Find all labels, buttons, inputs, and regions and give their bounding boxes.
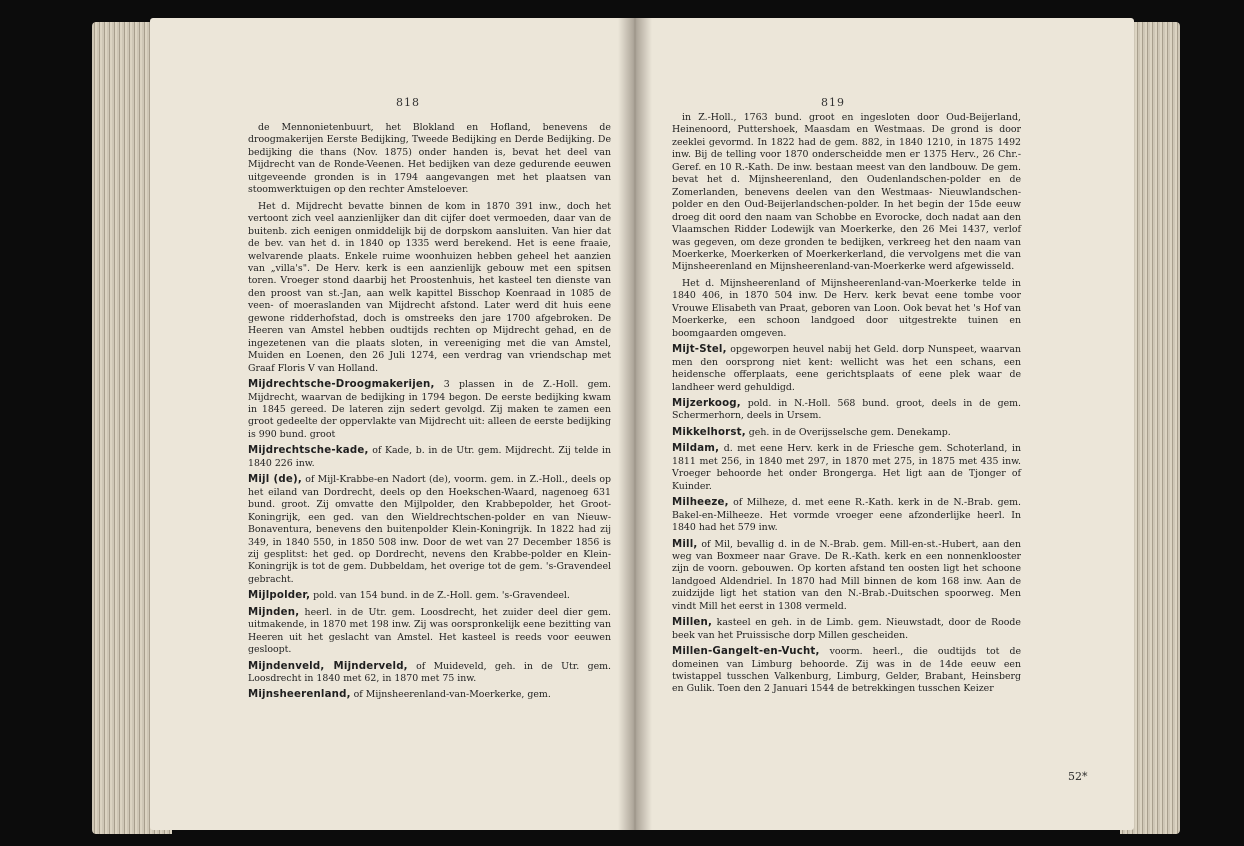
entry-text: Het d. Mijnsheerenland of Mijnsheerenland-van-Moerkerke telde in 1840 406, in 1870 504 inw. De Herv. kerk bevat eene tombe voor Vrouwe Elisabeth van Praat, geboren van Loon. Ook bevat het 's Hof van Moerkerke, een schoon landgoed door uitgestrekte tuinen en boomgaarden omgeven.: [672, 277, 1021, 339]
book-gutter: [618, 18, 652, 830]
text-paragraph: [672, 112, 1021, 274]
entry-headword: Mijt-Stel,: [672, 344, 727, 356]
left-page-number: 818: [396, 96, 420, 109]
entry-text: of Kade, b. in de Utr. gem. Mijdrecht. Zij telde in 1840 226 inw.: [248, 445, 611, 469]
entry-text: 3 plassen in de Z.-Holl. gem. Mijdrecht, waarvan de bedijking in 1794 begon. De eerste bedijking kwam in 1845 gereed. De lateren zijn sedert gevolgd. Zij maken te zamen een groot gedeelte der oppervlakte van Mijdrecht uit: alleen de eerste bedijking is 990 bund. groot: [248, 379, 611, 440]
entry-headword: Mill,: [672, 538, 698, 550]
entry-headword: Mijnsheerenland,: [248, 689, 351, 701]
right-page-text: [672, 112, 1021, 700]
entry-headword: Milheeze,: [672, 497, 729, 509]
entry-headword: Millen,: [672, 617, 713, 629]
entry-text: pold. van 154 bund. in de Z.-Holl. gem. 's-Gravendeel.: [310, 590, 570, 602]
entry-headword: Mijnden,: [248, 606, 300, 618]
right-page: [634, 18, 1134, 830]
left-page: [150, 18, 636, 830]
entry-headword: Mijndenveld, Mijnderveld,: [248, 660, 408, 672]
entry-text: of Muideveld, geh. in de Utr. gem. Loosdrecht in 1840 met 62, in 1870 met 75 inw.: [248, 660, 612, 685]
text-paragraph: [248, 122, 611, 197]
dictionary-entry: [248, 379, 611, 441]
dictionary-entry: [248, 445, 611, 470]
signature-mark: 52*: [1068, 770, 1088, 783]
dictionary-entry: [248, 474, 611, 586]
entry-headword: Mikkelhorst,: [672, 426, 746, 438]
left-page-text: [248, 122, 611, 706]
entry-headword: Mijdrechtsche-kade,: [248, 445, 369, 457]
entry-text: kasteel en geh. in de Limb. gem. Nieuwstadt, door de Roode beek van het Pruissische dorp Millen gescheiden.: [672, 617, 1021, 641]
text-paragraph: [248, 201, 611, 375]
text-paragraph: [672, 278, 1021, 340]
entry-text: opgeworpen heuvel nabij het Geld. dorp Nunspeet, waarvan men den oorsprong niet kent: wellicht was het een schans, een heidensche offerplaats, eene gerichtsplaats of eene plek waar de landheer werd gehuldigd.: [672, 344, 1021, 393]
entry-headword: Mijdrechtsche-Droogmakerijen,: [248, 379, 435, 391]
entry-text: Het d. Mijdrecht bevatte binnen de kom in 1870 391 inw., doch het vertoont zich veel aanzienlijker dan dit cijfer doet vermoeden, daar van de buitenb. zich eenigen onmiddelijk bij de dorpskom aansluiten. Van hier dat de bev. van het d. in 1840 op 1335 werd berekend. Het is eene fraaie, welvarende plaats. Enkele ruime woonhuizen hebben geheel het aanzien van „villa's". De Herv. kerk is een aanzienlijk gebouw met een spitsen toren. Vroeger stond daarbij het Proostenhuis, het kasteel ten dienste van den proost van st.-Jan, aan welk kapittel Bisschop Koenraad in 1085 de veen- of moeraslanden van Mijdrecht afstond. Later werd dit huis eene gewone ridderhofstad, doch is omstreeks den jare 1700 afgebroken. De Heeren van Amstel hebben oudtijds rechten op Mijdrecht gehad, en de ingezetenen van die plaats sloten, in vereeniging met die van Amstel, Muiden en Loenen, den 26 Juli 1274, een verdrag van vriendschap met Graaf Floris V van Holland.: [248, 200, 611, 374]
entry-text: de Mennonietenbuurt, het Blokland en Hofland, benevens de droogmakerijen Eerste Bedijking, Tweede Bedijking en Derde Bedijking. De bedijking die thans (Nov. 1875) onder handen is, bevat het deel van Mijdrecht van de Ronde-Veenen. Het bedijken van deze gedurende eeuwen uitgeveende gronden is in 1794 aangevangen met het plaatsen van stoomwerktuigen op den rechter Amsteloever.: [248, 122, 611, 196]
right-page-number: 819: [821, 96, 845, 109]
entry-text: pold. in N.-Holl. 568 bund. groot, deels in de gem. Schermerhorn, deels in Ursem.: [672, 397, 1021, 422]
dictionary-entry: [248, 689, 611, 701]
dictionary-entry: [248, 590, 611, 602]
entry-headword: Mildam,: [672, 443, 720, 455]
entry-text: d. met eene Herv. kerk in de Friesche gem. Schoterland, in 1811 met 256, in 1840 met 297, in 1870 met 275, in 1875 met 435 inw. Vroeger behoorde het onder Brongerga. Het ligt aan de Tjonger of Kuinder.: [672, 443, 1021, 492]
dictionary-entry: [672, 443, 1021, 493]
entry-text: voorm. heerl., die oudtijds tot de domeinen van Limburg behoorde. Zij was in de 14de eeuw een twistappel tusschen Valkenburg, Limburg, Gelder, Brabant, Heinsberg en Gulik. Toen den 2 Januari 1544 de betrekkingen tusschen Keizer: [672, 646, 1021, 695]
dictionary-entry: [672, 497, 1021, 534]
entry-headword: Millen-Gangelt-en-Vucht,: [672, 646, 820, 658]
dictionary-entry: [248, 661, 611, 686]
entry-text: geh. in de Overijsselsche gem. Denekamp.: [745, 426, 951, 438]
entry-text: heerl. in de Utr. gem. Loosdrecht, het zuider deel dier gem. uitmakende, in 1870 met 198 inw. Zij was oorspronkelijk eene bezitting van Heeren uit het geslacht van Amstel. Het kasteel is reeds voor eeuwen gesloopt.: [248, 606, 611, 656]
entry-headword: Mijl (de),: [248, 474, 302, 486]
dictionary-entry: [672, 344, 1021, 394]
dictionary-entry: [672, 398, 1021, 423]
dictionary-entry: [672, 646, 1021, 696]
dictionary-entry: [248, 607, 611, 657]
entry-text: of Milheze, d. met eene R.-Kath. kerk in de N.-Brab. gem. Bakel-en-Milheeze. Het vormde vroeger eene afzonderlijke heerl. In 1840 had het 579 inw.: [672, 497, 1021, 534]
entry-headword: Mijzerkoog,: [672, 397, 741, 409]
dictionary-entry: [672, 427, 1021, 439]
entry-headword: Mijlpolder,: [248, 590, 311, 602]
dictionary-entry: [672, 617, 1021, 642]
dictionary-entry: [672, 539, 1021, 614]
entry-text: of Mijl-Krabbe-en Nadort (de), voorm. gem. in Z.-Holl., deels op het eiland van Dordrecht, deels op den Hoekschen-Waard, nagenoeg 631 bund. groot. Zij omvatte den Mijlpolder, den Krabbepolder, het Groot-Koningrijk, een ged. van den Wieldrechtschen-polder en van Nieuw-Bonaventura, benevens den buitenpolder Klein-Koningrijk. In 1822 had zij 349, in 1840 550, in 1850 508 inw. Door de wet van 27 December 1856 is zij gesplitst: het ged. op Dordrecht, nevens den Krabbe-polder en Klein-Koningrijk is tot de gem. Dubbeldam, het overige tot de gem. 's-Gravendeel gebracht.: [248, 474, 611, 585]
entry-text: of Mil, bevallig d. in de N.-Brab. gem. Mill-en-st.-Hubert, aan den weg van Boxmeer naar Grave. De R.-Kath. kerk en een nonnenklooster zijn de voorn. gebouwen. Op korten afstand ten oosten ligt het schoone landgoed Aldendriel. In 1870 had Mill binnen de kom 168 inw. Aan de zuidzijde ligt het station van den N.-Brab.-Duitschen spoorweg. Men vindt Mill het eerst in 1308 vermeld.: [672, 538, 1021, 612]
entry-text: of Mijnsheerenland-van-Moerkerke, gem.: [350, 689, 551, 701]
entry-text: in Z.-Holl., 1763 bund. groot en ingesloten door Oud-Beijerland, Heinenoord, Puttershoek, Maasdam en Westmaas. De grond is door zeeklei gevormd. In 1822 had de gem. 882, in 1840 1210, in 1875 1492 inw. Bij de telling voor 1870 onderscheidde men er 1375 Herv., 26 Chr.-Geref. en 10 R.-Kath. De inw. bestaan meest van den landbouw. De gem. bevat het d. Mijnsheerenland, den Oudenlandschen-polder en de Zomerlanden, benevens deelen van den Westmaas- Nieuwlandschen-polder en den Oud-Beijerlandschen-polder. In het begin der 15de eeuw droeg dit oord den naam van Schobbe en Evorocke, doch nadat aan den Vlaamschen Ridder Lodewijk van Moerkerke, den 26 Mei 1437, verlof was gegeven, om deze gronden te bedijken, verkreeg het den naam van Moerkerke, Moerkerken of Moerkerkerland, die vervolgens met die van Mijnsheerenland en Mijnsheerenland-van-Moerkerke werd afgewisseld.: [672, 112, 1021, 273]
